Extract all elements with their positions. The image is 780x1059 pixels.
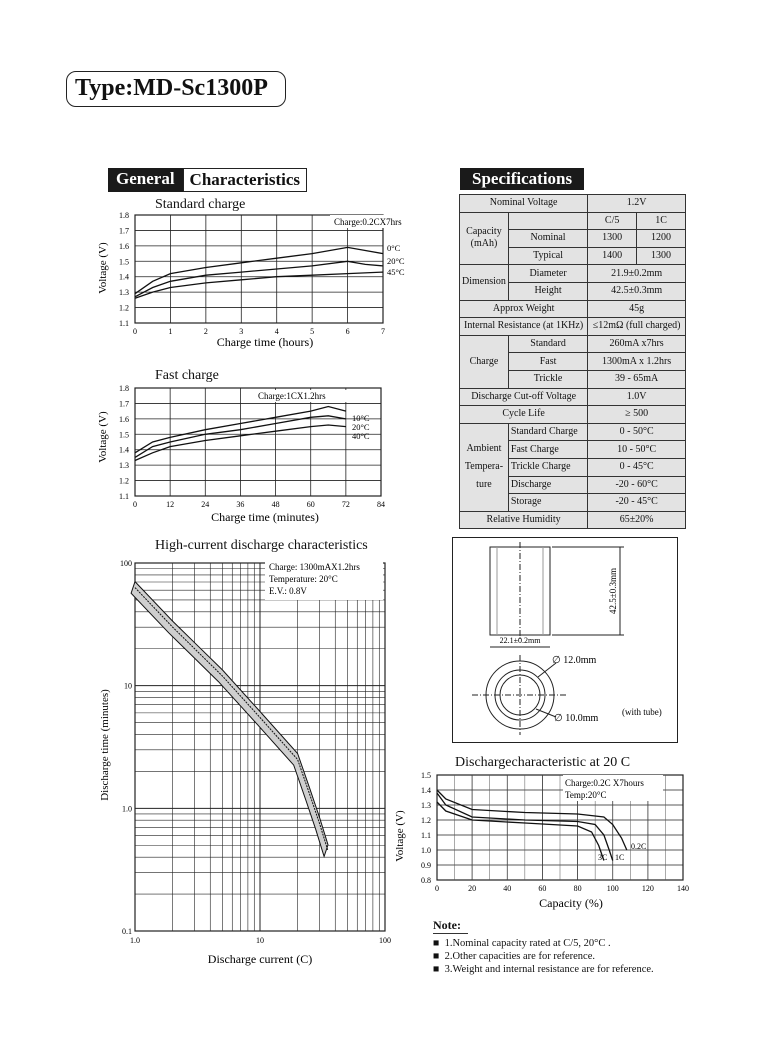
diameter-10-label: ∅ 10.0mm [554,713,599,724]
spec-diameter: 21.9±0.2mm [588,265,686,283]
y-tick-label: 1.0 [421,846,431,855]
discharge-char-title: Dischargecharacteristic at 20 C [455,755,631,770]
standard-charge-temp-0: 0°C [387,243,401,253]
y-tick-label: 1.7 [119,399,129,409]
spec-weight: 45g [588,300,686,318]
general-characteristics-header [108,168,307,192]
spec-dimension-label: Dimension [460,265,509,300]
spec-nominal-1c: 1200 [637,230,686,248]
high-current-cond1: Charge: 1300mAX1.2hrs [269,562,360,572]
spec-fast: 1300mA x 1.2hrs [588,353,686,371]
plot-area [135,215,383,323]
x-tick-label: 100 [606,884,619,893]
spec-amb-discharge: -20 - 60°C [588,476,686,494]
x-tick-label: 2 [203,327,208,336]
x-tick-label: 60 [538,884,547,893]
standard-charge-temp-20: 20°C [387,256,405,266]
discharge-char-chart [393,768,693,913]
specifications-table [459,194,686,529]
y-tick-label: 1.2 [119,476,129,486]
x-tick-label: 36 [236,500,245,509]
spec-trickle-label: Trickle [508,370,587,388]
x-tick-label: 100 [379,936,391,945]
fast-charge-condition: Charge:1CX1.2hrs [258,391,326,401]
high-current-ylabel: Discharge time (minutes) [99,689,111,801]
spec-c5-header: C/5 [588,212,637,230]
y-tick-label: 1.1 [421,831,431,840]
x-tick-label: 0 [133,327,137,336]
x-tick-label: 40 [503,884,512,893]
y-tick-label: 1.1 [119,319,129,328]
fast-charge-title: Fast charge [155,368,219,383]
spec-ir-label: Internal Resistance (at 1KHz) [460,318,588,336]
standard-charge-title: Standard charge [155,197,246,212]
y-tick-label: 1.7 [119,226,129,236]
y-tick-label: 1.2 [421,816,431,825]
x-tick-label: 6 [345,327,350,336]
standard-charge-temp-45: 45°C [387,267,405,277]
x-tick-label: 7 [381,327,385,336]
y-tick-label: 100 [120,559,132,568]
standard-charge-ylabel: Voltage (V) [97,242,109,294]
x-tick-label: 12 [166,500,175,509]
spec-standard-label: Standard [508,335,587,353]
dimension-drawing [452,537,678,743]
spec-typical-1c: 1300 [637,247,686,265]
x-tick-label: 72 [341,500,350,509]
y-tick-label: 10 [124,681,132,691]
fast-charge-temp-40: 40°C [352,431,370,441]
spec-cutoff-label: Discharge Cut-off Voltage [460,388,588,406]
y-tick-label: 1.4 [119,272,129,282]
spec-fast-label: Fast [508,353,587,371]
spec-typical-c5: 1400 [588,247,637,265]
y-tick-label: 1.1 [119,492,129,501]
spec-cutoff: 1.0V [588,388,686,406]
spec-amb-fast: 10 - 50°C [588,441,686,459]
x-tick-label: 140 [677,884,689,893]
y-tick-label: 1.8 [119,384,129,393]
discharge-ylabel: Voltage (V) [394,810,406,862]
fast-charge-ylabel: Voltage (V) [97,411,109,463]
y-tick-label: 0.1 [122,927,132,936]
spec-amb-trickle-label: Trickle Charge [508,458,587,476]
fast-charge-temp-20: 20°C [352,422,370,432]
y-tick-label: 0.9 [421,861,431,870]
spec-diameter-label: Diameter [508,265,587,283]
spec-humidity: 65±20% [588,511,686,529]
spec-typical-label: Typical [508,247,587,265]
x-tick-label: 60 [306,500,315,509]
spec-amb-storage: -20 - 45°C [588,494,686,512]
spec-height: 42.5±0.3mm [588,282,686,300]
spec-humidity-label: Relative Humidity [460,511,588,529]
spec-weight-label: Approx Weight [460,300,588,318]
y-tick-label: 1.5 [119,430,129,440]
discharge-curve-label-02c: 0.2C [631,842,647,851]
y-tick-label: 1.6 [119,414,129,424]
spec-nominal-voltage-label: Nominal Voltage [460,195,588,213]
with-tube-label: (with tube) [622,707,662,717]
spec-capacity-label: Capacity (mAh) [460,212,509,265]
spec-amb-fast-label: Fast Charge [508,441,587,459]
spec-standard: 260mA x7hrs [588,335,686,353]
diameter-12-label: ∅ 12.0mm [552,655,597,666]
x-tick-label: 4 [274,327,279,336]
spec-trickle: 39 - 65mA [588,370,686,388]
spec-nominal-c5: 1300 [588,230,637,248]
spec-amb-discharge-label: Discharge [508,476,587,494]
note-item: ■ 1.Nominal capacity rated at C/5, 20°C . [433,938,611,949]
general-header-part2: Characteristics [183,168,307,192]
notes-section [433,918,693,976]
discharge-cond2: Temp:20°C [565,790,607,800]
y-tick-label: 1.4 [421,786,431,795]
x-tick-label: 1 [168,327,173,336]
high-current-cond2: Temperature: 20°C [269,574,338,584]
discharge-xlabel: Capacity (%) [539,896,603,910]
spec-amb-standard-label: Standard Charge [508,423,587,441]
x-tick-label: 84 [377,500,385,509]
y-tick-label: 1.8 [119,211,129,220]
x-tick-label: 1.0 [130,936,140,945]
discharge-curve-label-3c: 3C [598,853,608,862]
y-tick-label: 0.8 [421,876,431,885]
x-tick-label: 120 [641,884,654,893]
y-tick-label: 1.5 [119,257,129,267]
y-tick-label: 1.6 [119,241,129,251]
x-tick-label: 80 [573,884,582,893]
discharge-cond1: Charge:0.2C X7hours [565,778,644,788]
y-tick-label: 1.5 [421,771,431,780]
x-tick-label: 5 [310,327,315,336]
x-tick-label: 48 [271,500,280,509]
standard-charge-xlabel: Charge time (hours) [216,335,314,349]
fast-charge-temp-10: 10°C [352,413,370,423]
discharge-curve-label-1c: 1C [615,853,625,862]
spec-cycle: ≥ 500 [588,406,686,424]
y-tick-label: 1.0 [122,804,132,814]
x-tick-label: 3 [239,327,244,336]
standard-charge-chart [90,208,405,353]
spec-amb-storage-label: Storage [508,494,587,512]
y-tick-label: 1.2 [119,303,129,313]
fast-charge-chart [90,381,400,526]
spec-ir: ≤12mΩ (full charged) [588,318,686,336]
spec-ambient-label: Ambient Tempera- ture [460,423,509,511]
y-tick-label: 1.3 [119,461,129,471]
specifications-header: Specifications [460,168,584,190]
note-item: ■ 3.Weight and internal resistance are for reference. [433,964,654,975]
spec-nominal-label: Nominal [508,230,587,248]
x-tick-label: 10 [256,936,264,945]
spec-amb-trickle: 0 - 45°C [588,458,686,476]
spec-charge-label: Charge [460,335,509,388]
height-dimension: 42.5±0.3mm [608,568,618,614]
spec-amb-standard: 0 - 50°C [588,423,686,441]
spec-height-label: Height [508,282,587,300]
spec-cycle-label: Cycle Life [460,406,588,424]
y-tick-label: 1.3 [119,288,129,298]
x-tick-label: 0 [435,884,439,893]
high-current-xlabel: Discharge current (C) [207,952,313,966]
y-tick-label: 1.4 [119,445,129,455]
diameter-dimension: 22.1±0.2mm [499,636,541,645]
standard-charge-condition: Charge:0.2CX7hrs [334,217,402,227]
spec-1c-header: 1C [637,212,686,230]
general-header-part1: General [108,168,183,192]
high-current-title: High-current discharge characteristics [155,538,368,553]
fast-charge-xlabel: Charge time (minutes) [211,510,319,524]
type-label: Type:MD-Sc1300P [66,71,286,107]
note-item: ■ 2.Other capacities are for reference. [433,951,595,962]
x-tick-label: 20 [468,884,477,893]
x-tick-label: 24 [201,500,210,509]
high-current-chart [95,555,395,970]
y-tick-label: 1.3 [421,801,431,810]
spec-nominal-voltage: 1.2V [588,195,686,213]
high-current-cond3: E.V.: 0.8V [269,586,307,596]
notes-title: Note: [433,918,468,934]
x-tick-label: 0 [133,500,137,509]
